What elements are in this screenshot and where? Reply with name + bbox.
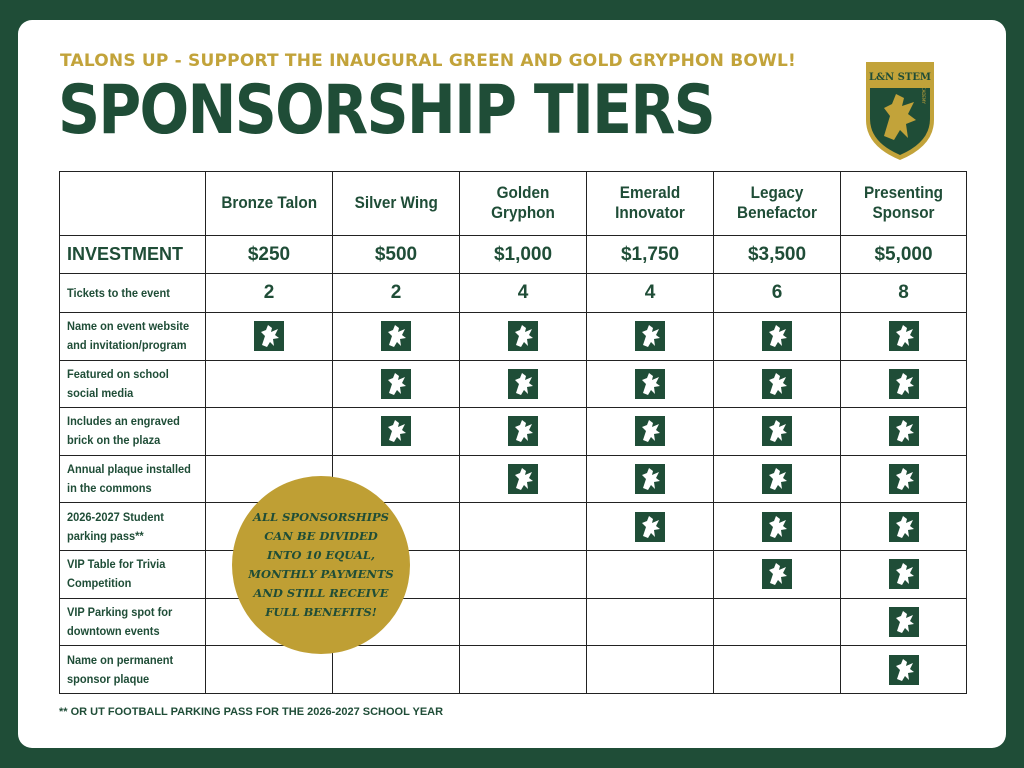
payment-plan-badge [232, 476, 410, 654]
gryphon-icon [762, 464, 792, 494]
gryphon-icon [762, 559, 792, 589]
benefit-cell [460, 312, 587, 360]
gryphon-icon [889, 559, 919, 589]
feature-row [60, 503, 967, 551]
benefit-cell [587, 646, 714, 694]
investment-row [60, 235, 967, 274]
investment-label: INVESTMENT [60, 235, 206, 274]
gryphon-icon [508, 321, 538, 351]
benefit-cell [587, 503, 714, 551]
tickets-label: Tickets to the event [60, 274, 206, 313]
tier-name: Legacy Benefactor [714, 172, 841, 236]
benefit-cell [714, 551, 841, 599]
benefit-cell [714, 408, 841, 456]
page-title: SPONSORSHIP TIERS [58, 71, 715, 150]
tier-name: Golden Gryphon [460, 172, 587, 236]
tier-investment: $5,000 [841, 235, 967, 274]
tier-name: Bronze Talon [206, 172, 333, 236]
gryphon-icon [635, 321, 665, 351]
tier-name: Presenting Sponsor [841, 172, 967, 236]
gryphon-icon [889, 416, 919, 446]
benefit-cell [841, 455, 967, 503]
benefit-cell [841, 360, 967, 408]
benefit-cell [841, 551, 967, 599]
feature-label: Name on permanent sponsor plaque [60, 646, 206, 694]
benefit-cell [333, 408, 460, 456]
feature-label: 2026-2027 Student parking pass** [60, 503, 206, 551]
benefit-cell [587, 551, 714, 599]
benefit-cell [841, 646, 967, 694]
feature-label: VIP Parking spot for downtown events [60, 598, 206, 646]
tier-tickets: 8 [841, 274, 967, 313]
benefit-cell [460, 360, 587, 408]
tier-header-row [60, 172, 967, 236]
tier-investment: $3,500 [714, 235, 841, 274]
gryphon-icon [508, 464, 538, 494]
corner-cell [60, 172, 206, 236]
gryphon-icon [762, 369, 792, 399]
gryphon-icon [889, 512, 919, 542]
benefit-cell [587, 408, 714, 456]
feature-row [60, 408, 967, 456]
gryphon-icon [254, 321, 284, 351]
gryphon-icon [762, 321, 792, 351]
benefit-cell [841, 408, 967, 456]
gryphon-icon [889, 607, 919, 637]
gryphon-icon [762, 416, 792, 446]
tier-investment: $1,000 [460, 235, 587, 274]
gryphon-icon [635, 464, 665, 494]
tier-tickets: 2 [333, 274, 460, 313]
feature-label: Featured on school social media [60, 360, 206, 408]
tier-name: Emerald Innovator [587, 172, 714, 236]
feature-row [60, 455, 967, 503]
gryphon-icon [508, 416, 538, 446]
benefit-cell [460, 598, 587, 646]
benefit-cell [841, 312, 967, 360]
tickets-row [60, 274, 967, 313]
gryphon-icon [381, 321, 411, 351]
gryphon-icon [889, 321, 919, 351]
feature-row [60, 360, 967, 408]
sponsorship-table [59, 171, 967, 694]
feature-label: VIP Table for Trivia Competition [60, 551, 206, 599]
benefit-cell [714, 455, 841, 503]
feature-row [60, 551, 967, 599]
feature-label: Annual plaque installed in the commons [60, 455, 206, 503]
gryphon-icon [635, 416, 665, 446]
feature-label: Includes an engraved brick on the plaza [60, 408, 206, 456]
tagline: TALONS UP - SUPPORT THE INAUGURAL GREEN AND GOLD GRYPHON BOWL! [60, 51, 796, 71]
tier-investment: $500 [333, 235, 460, 274]
tier-tickets: 6 [714, 274, 841, 313]
gryphon-icon [762, 512, 792, 542]
benefit-cell [206, 408, 333, 456]
benefit-cell [460, 646, 587, 694]
benefit-cell [206, 360, 333, 408]
benefit-cell [333, 646, 460, 694]
gryphon-icon [381, 416, 411, 446]
benefit-cell [587, 360, 714, 408]
benefit-cell [714, 646, 841, 694]
benefit-cell [333, 312, 460, 360]
gryphon-icon [635, 369, 665, 399]
gryphon-icon [381, 369, 411, 399]
benefit-cell [460, 503, 587, 551]
gryphon-icon [889, 464, 919, 494]
benefit-cell [587, 598, 714, 646]
benefit-cell [460, 551, 587, 599]
feature-row [60, 598, 967, 646]
benefit-cell [333, 360, 460, 408]
badge-text: ALL SPONSORSHIPS CAN BE DIVIDED INTO 10 EQUAL, MONTHLY PAYMENTS AND STILL RECEIVE FULL BENEFITS! [248, 510, 394, 619]
gryphon-icon [889, 369, 919, 399]
tier-investment: $250 [206, 235, 333, 274]
crest-title: L&N STEM [868, 72, 932, 83]
tier-tickets: 2 [206, 274, 333, 313]
gryphon-icon [508, 369, 538, 399]
benefit-cell [460, 408, 587, 456]
tier-name: Silver Wing [333, 172, 460, 236]
tier-investment: $1,750 [587, 235, 714, 274]
benefit-cell [714, 503, 841, 551]
feature-label: Name on event website and invitation/program [60, 312, 206, 360]
benefit-cell [206, 312, 333, 360]
gryphon-icon [889, 655, 919, 685]
benefit-cell [714, 312, 841, 360]
tier-tickets: 4 [460, 274, 587, 313]
benefit-cell [460, 455, 587, 503]
benefit-cell [714, 360, 841, 408]
footnote: ** OR UT FOOTBALL PARKING PASS FOR THE 2026-2027 SCHOOL YEAR [59, 706, 444, 718]
gryphon-icon [635, 512, 665, 542]
benefit-cell [587, 455, 714, 503]
feature-row [60, 646, 967, 694]
benefit-cell [587, 312, 714, 360]
crest-subtitle: ACADEMY [921, 84, 926, 104]
academy-crest-icon [862, 58, 938, 164]
benefit-cell [841, 598, 967, 646]
tier-tickets: 4 [587, 274, 714, 313]
benefit-cell [841, 503, 967, 551]
benefit-cell [714, 598, 841, 646]
feature-row [60, 312, 967, 360]
